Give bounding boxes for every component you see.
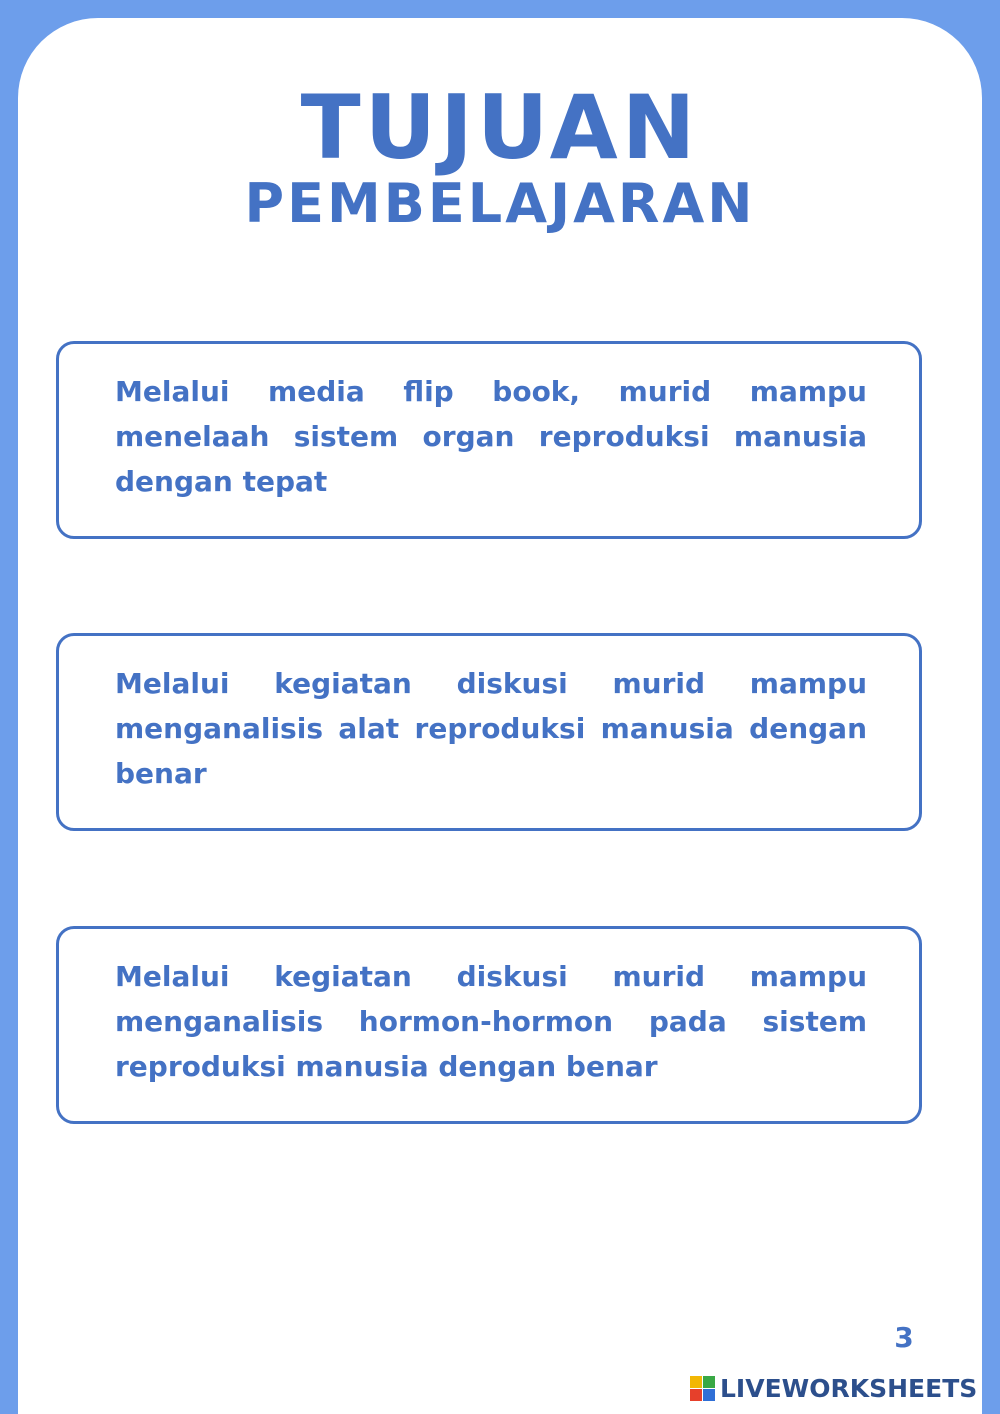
liveworksheets-logo-icon <box>690 1376 716 1402</box>
learning-goal-text-3: Melalui kegiatan diskusi murid mampu menganalisis hormon-hormon pada sistem reproduksi manusia dengan benar <box>115 960 867 1083</box>
logo-square-green <box>703 1376 715 1388</box>
logo-square-blue <box>703 1389 715 1401</box>
page-title: TUJUAN <box>300 76 700 179</box>
learning-goal-card-2 <box>56 633 922 831</box>
logo-square-red <box>690 1389 702 1401</box>
watermark-text: LIVEWORKSHEETS <box>720 1374 978 1403</box>
page-subtitle: PEMBELAJARAN <box>244 172 756 235</box>
learning-goal-text-1: Melalui media flip book, murid mampu menelaah sistem organ reproduksi manusia dengan tepat <box>115 375 867 498</box>
learning-goal-text-2: Melalui kegiatan diskusi murid mampu menganalisis alat reproduksi manusia dengan benar <box>115 667 867 790</box>
liveworksheets-watermark[interactable] <box>690 1374 977 1404</box>
page-number: 3 <box>894 1321 914 1354</box>
logo-square-yellow <box>690 1376 702 1388</box>
learning-goal-card-1 <box>56 341 922 539</box>
learning-goal-card-3 <box>56 926 922 1124</box>
